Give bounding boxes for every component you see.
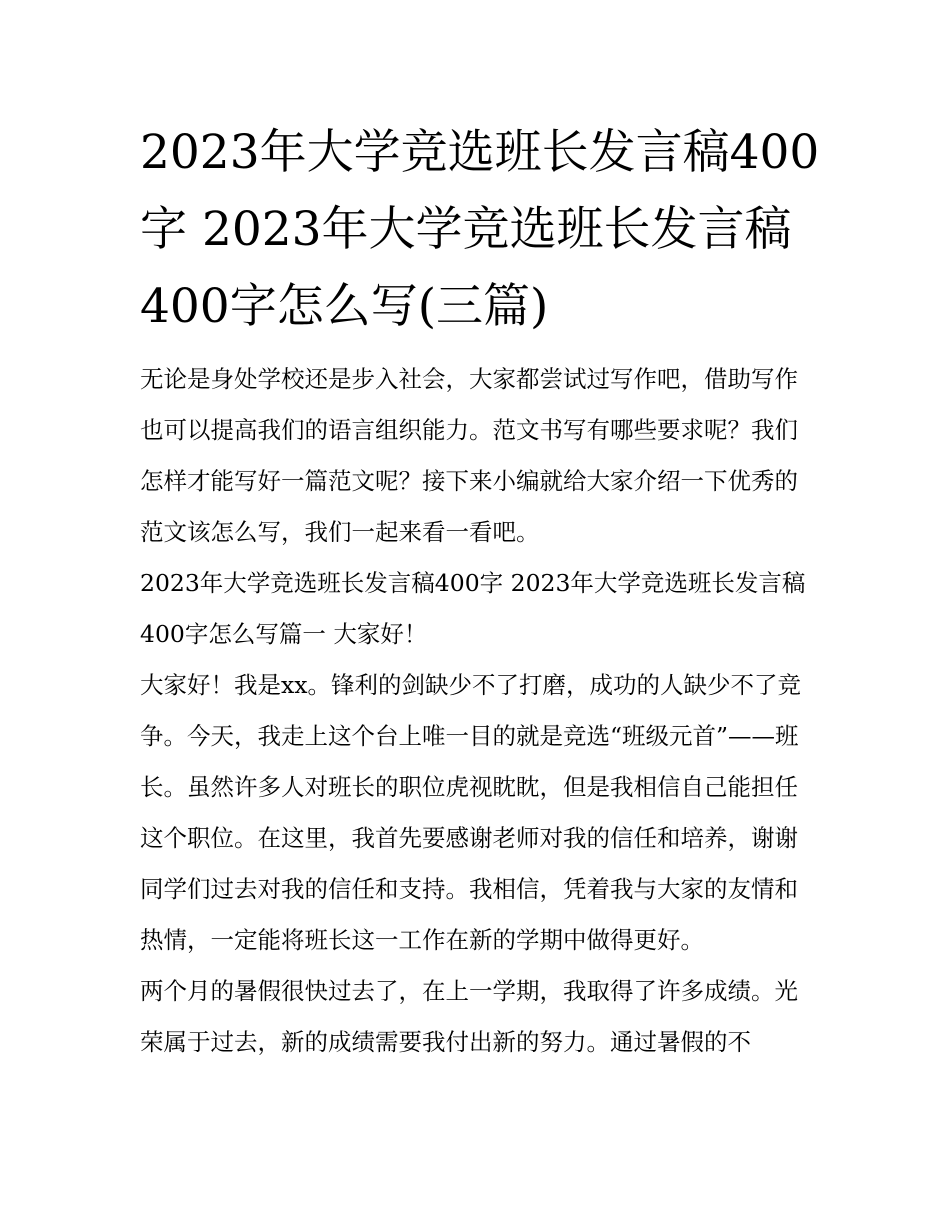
paragraph-heading: 2023年大学竞选班长发言稿400字 2023年大学竞选班长发言稿400字怎么写篇一 大家好！ [140,569,806,648]
document-body [140,354,820,1068]
paragraph-speech-2: 两个月的暑假很快过去了，在上一学期，我取得了许多成绩。光荣属于过去，新的成绩需要我付出新的努力。通过暑假的不 [140,977,798,1056]
paragraph-intro: 无论是身处学校还是步入社会，大家都尝试过写作吧，借助写作也可以提高我们的语言组织能力。范文书写有哪些要求呢？我们怎样才能写好一篇范文呢？接下来小编就给大家介绍一下优秀的范文该怎么写，我们一起来看一看吧。 [140,365,798,546]
document-title: 2023年大学竞选班长发言稿400字 2023年大学竞选班长发言稿400字怎么写(三篇) [140,125,820,334]
paragraph-speech-1: 大家好！我是xx。锋利的剑缺少不了打磨，成功的人缺少不了竞争。今天，我走上这个台上唯一目的就是竞选“班级元首”——班长。虽然许多人对班长的职位虎视眈眈，但是我相信自己能担任这个职位。在这里，我首先要感谢老师对我的信任和培养，谢谢同学们过去对我的信任和支持。我相信，凭着我与大家的友情和热情，一定能将班长这一工作在新的学期中做得更好。 [140,671,802,954]
